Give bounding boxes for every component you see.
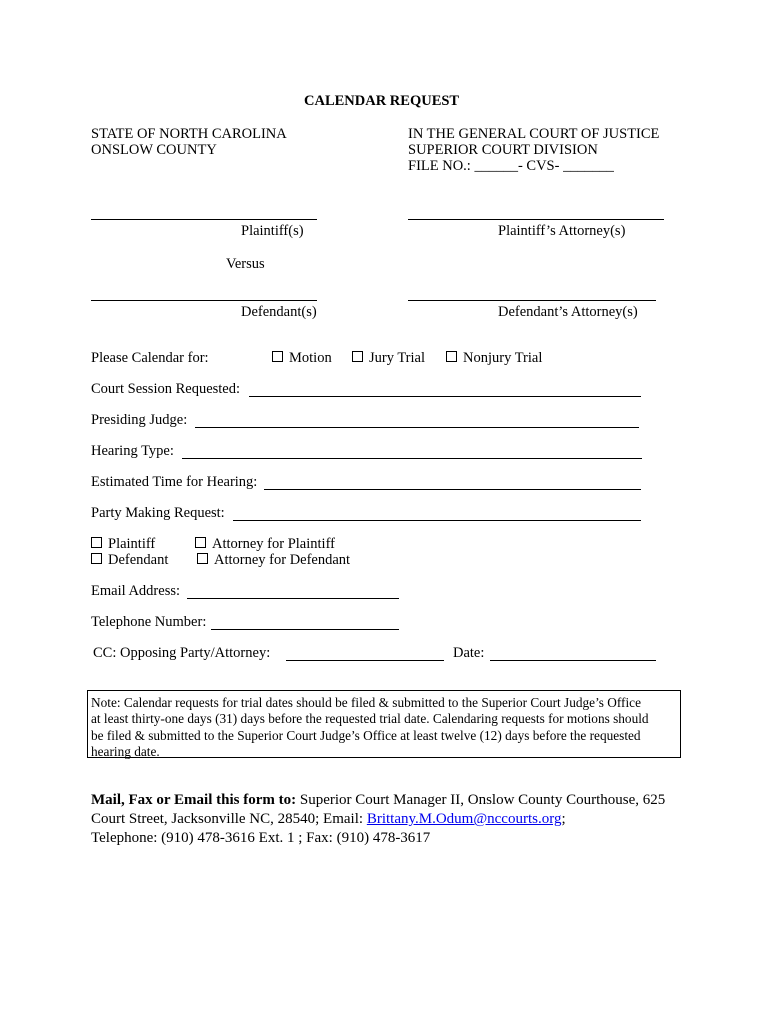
party-making-input[interactable] <box>233 520 641 521</box>
email-input[interactable] <box>187 598 399 599</box>
telephone-label: Telephone Number: <box>91 614 207 630</box>
party-plaintiff[interactable] <box>91 536 155 552</box>
email-link[interactable]: Brittany.M.Odum@nccourts.org <box>366 811 562 827</box>
party-attorney-plaintiff-label: Attorney for Plaintiff <box>212 536 335 552</box>
file-number-field[interactable]: FILE NO.: ______- CVS- _______ <box>408 158 614 174</box>
party-defendant-label: Defendant <box>108 552 169 568</box>
checkbox-icon[interactable] <box>272 351 283 362</box>
telephone-input[interactable] <box>211 629 399 630</box>
hearing-type-label: Hearing Type: <box>91 443 174 459</box>
date-input[interactable] <box>490 660 656 661</box>
date-label: Date: <box>453 645 485 661</box>
state-label: STATE OF NORTH CAROLINA <box>91 126 287 142</box>
party-attorney-defendant[interactable] <box>197 552 350 568</box>
court-label: IN THE GENERAL COURT OF JUSTICE <box>408 126 660 142</box>
mail-line-2 <box>91 810 566 828</box>
presiding-judge-label: Presiding Judge: <box>91 412 188 428</box>
court-session-label: Court Session Requested: <box>91 381 241 397</box>
option-motion-label: Motion <box>289 350 332 366</box>
option-jury-trial-label: Jury Trial <box>369 350 426 366</box>
checkbox-icon[interactable] <box>446 351 457 362</box>
option-nonjury-trial[interactable] <box>446 350 542 366</box>
plaintiff-line[interactable] <box>91 219 317 220</box>
checkbox-icon[interactable] <box>195 537 206 548</box>
party-defendant[interactable] <box>91 552 168 568</box>
mail-address-part2: Court Street, Jacksonville NC, 28540; Email: <box>91 811 367 827</box>
option-motion[interactable] <box>272 350 332 366</box>
estimated-time-label: Estimated Time for Hearing: <box>91 474 258 490</box>
form-title: CALENDAR REQUEST <box>304 93 460 109</box>
estimated-time-input[interactable] <box>264 489 641 490</box>
cc-label: CC: Opposing Party/Attorney: <box>93 645 271 661</box>
hearing-type-input[interactable] <box>182 458 642 459</box>
checkbox-icon[interactable] <box>91 537 102 548</box>
note-line-3: be filed & submitted to the Superior Court Judge’s Office at least twelve (12) days before the requested <box>91 728 641 743</box>
cc-input[interactable] <box>286 660 444 661</box>
note-line-4: hearing date. <box>91 744 160 759</box>
plaintiff-attorney-line[interactable] <box>408 219 664 220</box>
mail-semicolon: ; <box>561 811 566 827</box>
checkbox-icon[interactable] <box>197 553 208 564</box>
party-plaintiff-label: Plaintiff <box>108 536 156 552</box>
presiding-judge-input[interactable] <box>195 427 639 428</box>
plaintiff-label: Plaintiff(s) <box>241 223 304 239</box>
option-jury-trial[interactable] <box>352 350 425 366</box>
versus-label: Versus <box>226 256 265 272</box>
party-attorney-defendant-label: Attorney for Defendant <box>214 552 351 568</box>
defendant-label: Defendant(s) <box>241 304 317 320</box>
defendant-attorney-label: Defendant’s Attorney(s) <box>498 304 638 320</box>
defendant-attorney-line[interactable] <box>408 300 656 301</box>
mail-instruction-heading: Mail, Fax or Email this form to: <box>91 792 297 808</box>
email-label: Email Address: <box>91 583 181 599</box>
party-making-label: Party Making Request: <box>91 505 225 521</box>
county-label: ONSLOW COUNTY <box>91 142 217 158</box>
note-line-2: at least thirty-one days (31) days before the requested trial date. Calendaring requests for motions should <box>91 711 649 726</box>
party-attorney-plaintiff[interactable] <box>195 536 335 552</box>
calendar-for-label: Please Calendar for: <box>91 350 209 366</box>
mail-address-part1: Superior Court Manager II, Onslow County Courthouse, 625 <box>296 792 666 808</box>
court-session-input[interactable] <box>249 396 641 397</box>
checkbox-icon[interactable] <box>352 351 363 362</box>
defendant-line[interactable] <box>91 300 317 301</box>
note-line-1: Note: Calendar requests for trial dates should be filed & submitted to the Superior Court Judge’s Office <box>91 695 641 710</box>
division-label: SUPERIOR COURT DIVISION <box>408 142 598 158</box>
mail-line-3: Telephone: (910) 478-3616 Ext. 1 ; Fax: (910) 478-3617 <box>91 830 431 846</box>
mail-line-1 <box>91 791 665 809</box>
plaintiff-attorney-label: Plaintiff’s Attorney(s) <box>498 223 626 239</box>
checkbox-icon[interactable] <box>91 553 102 564</box>
option-nonjury-trial-label: Nonjury Trial <box>463 350 543 366</box>
